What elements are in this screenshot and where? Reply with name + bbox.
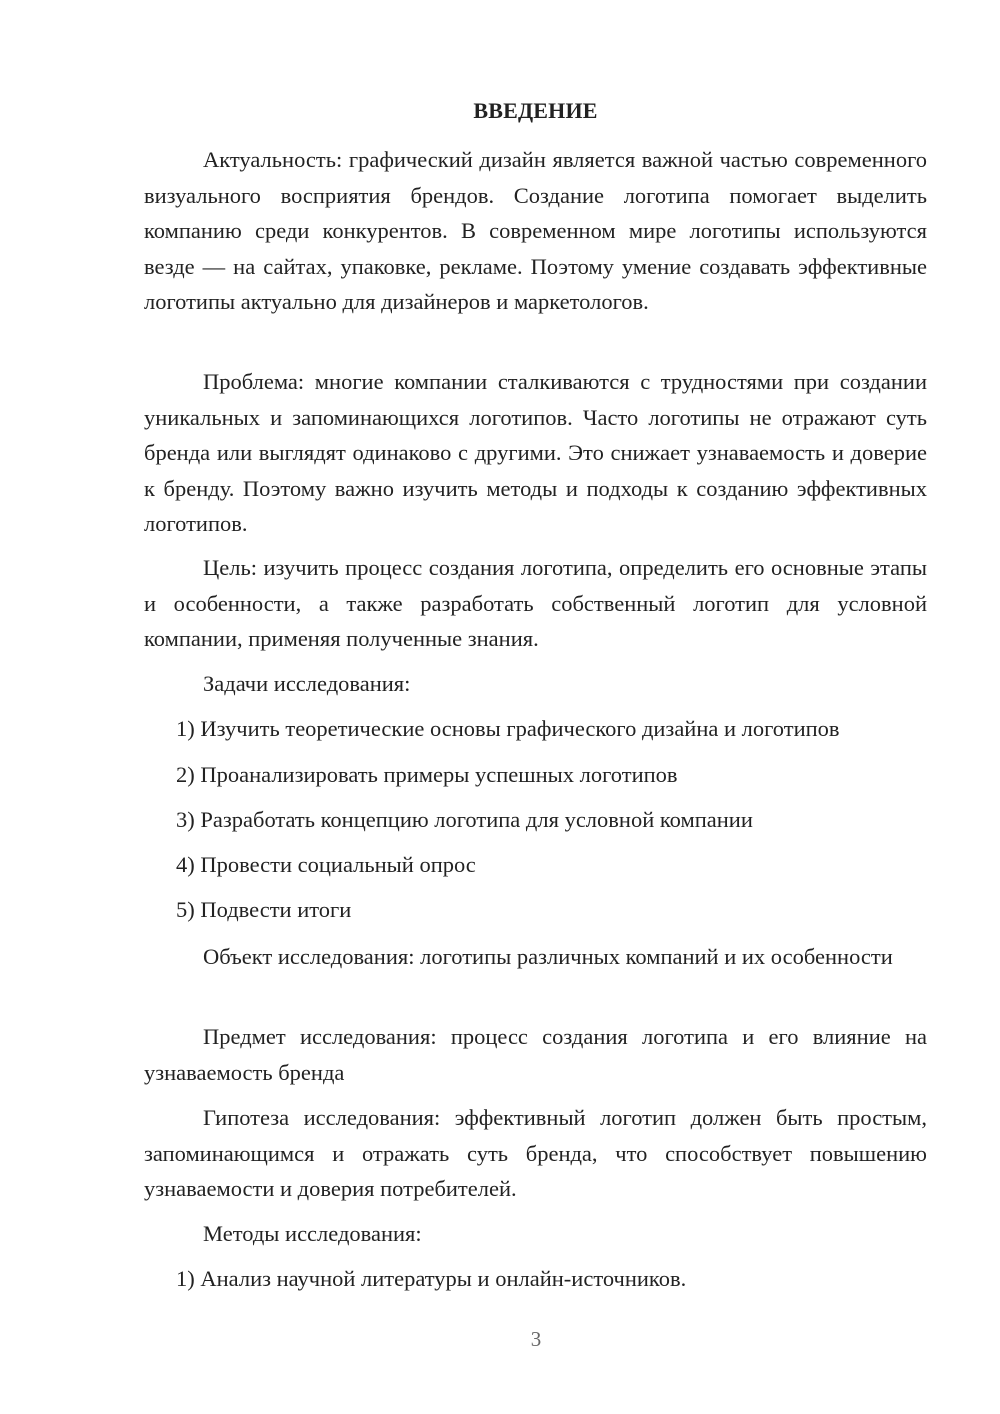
task-item: 5) Подвести итоги [176, 897, 352, 922]
methods-heading: Методы исследования: [203, 1221, 422, 1246]
problem-paragraph: Проблема: многие компании сталкиваются с трудностями при создании уникальных и запоминающихся логотипов. Часто логотипы не отражают суть бренда или выглядят одинаково с другими. Это снижает узнаваемость и доверие к бренду. Поэтому важно изучить методы и подходы к созданию эффективных логотипов. [144, 369, 927, 536]
relevance-paragraph: Актуальность: графический дизайн является важной частью современного визуального восприятия брендов. Создание логотипа помогает выделить компанию среди конкурентов. В современном мире логотипы используются везде — на сайтах, упаковке, рекламе. Поэтому умение создавать эффективные логотипы актуально для дизайнеров и маркетологов. [144, 147, 927, 314]
goal-paragraph: Цель: изучить процесс создания логотипа, определить его основные этапы и особенности, а также разработать собственный логотип для условной компании, применяя полученные знания. [144, 555, 927, 651]
object-paragraph: Объект исследования: логотипы различных компаний и их особенности [203, 944, 893, 969]
method-item: 1) Анализ научной литературы и онлайн-источников. [176, 1266, 687, 1291]
hypothesis-paragraph: Гипотеза исследования: эффективный логотип должен быть простым, запоминающимся и отражать суть бренда, что способствует повышению узнаваемости и доверия потребителей. [144, 1105, 927, 1201]
task-item: 2) Проанализировать примеры успешных логотипов [176, 762, 678, 787]
page-number: 3 [530, 1327, 542, 1351]
page-title: ВВЕДЕНИЕ [473, 98, 598, 123]
task-item: 1) Изучить теоретические основы графического дизайна и логотипов [176, 716, 840, 741]
subject-paragraph: Предмет исследования: процесс создания логотипа и его влияние на узнаваемость бренда [144, 1024, 927, 1085]
task-item: 3) Разработать концепцию логотипа для условной компании [176, 807, 753, 832]
tasks-heading: Задачи исследования: [203, 671, 411, 696]
task-item: 4) Провести социальный опрос [176, 852, 476, 877]
